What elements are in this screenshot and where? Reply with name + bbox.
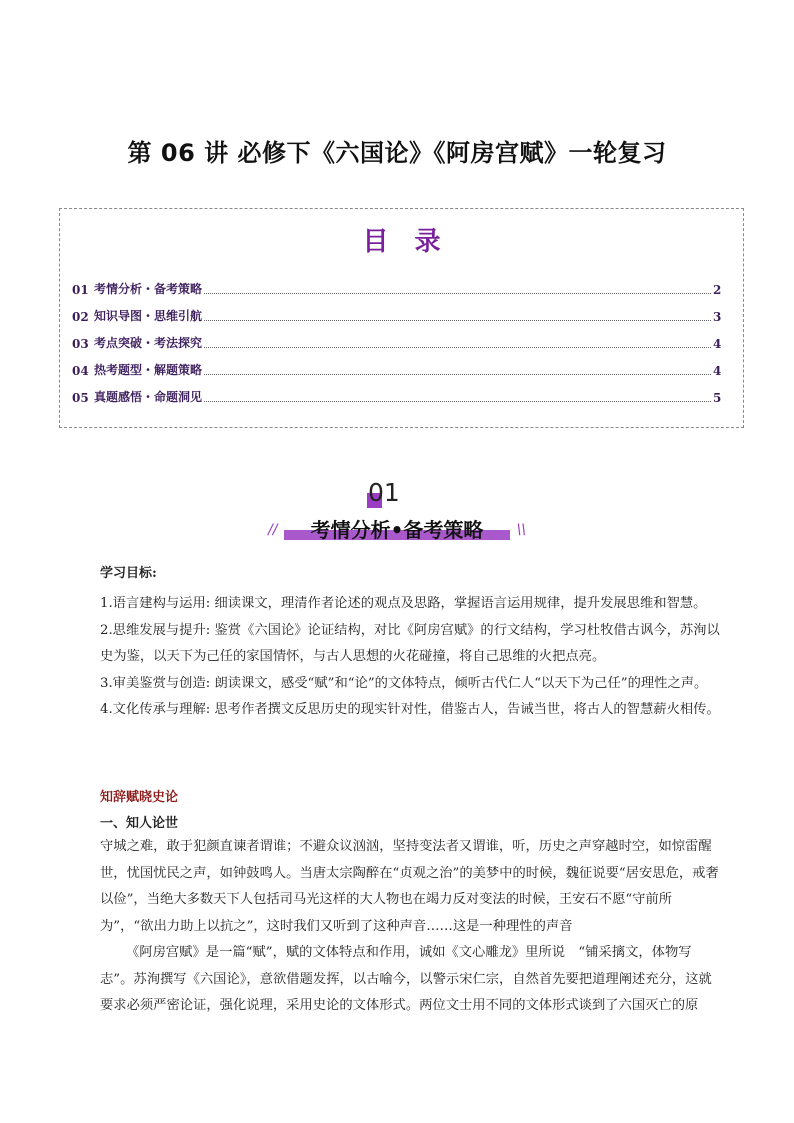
toc-leader-dots [204,400,711,402]
goal-item: 2.思维发展与提升: 鉴赏《六国论》论证结构，对比《阿房宫赋》的行文结构，学习杜牧借古讽今，苏洵以史为鉴，以天下为己任的家国情怀，与古人思想的火花碰撞，将自己思维的火把点亮。 [100,622,720,664]
paragraph: 守城之难，敢于犯颜直谏者谓谁；不避众议汹汹，坚持变法者又谓谁，听，历史之声穿越时空，如惊雷醒世，忧国忧民之声，如钟鼓鸣人。当唐太宗陶醉在“贞观之治”的美梦中的时候，魏征说要“居安思危，戒奢以俭”，当绝大多数天下人包括司马光这样的大人物也在竭力反对变法的时候，王安石不愿“守前所为”，“欲出力助上以抗之”，这时我们又听到了这种声音……这是一种理性的声音 [100,839,719,934]
toc-item[interactable] [72,358,721,378]
toc-item[interactable] [72,331,721,351]
page-title: 第 06 讲 必修下《六国论》《阿房宫赋》一轮复习 [127,139,667,167]
toc-item-num: 04 [72,364,89,378]
banner-slash-left: // [268,522,278,538]
toc-item-num: 03 [72,337,89,351]
toc-item-num: 01 [72,283,89,297]
subsection-heading: 一、知人论世 [100,816,179,831]
toc-leader-dots [204,373,711,375]
goal-item: 4.文化传承与理解: 思考作者撰文反思历史的现实针对性，借鉴古人，告诫当世，将古人的智慧薪火相传。 [100,702,720,717]
goal-item: 1.语言建构与运用: 细读课文，理清作者论述的观点及思路，掌握语言运用规律，提升发展思维和智慧。 [100,596,707,611]
toc-item-page: 5 [713,391,722,405]
toc-leader-dots [204,346,711,348]
section-banner [268,512,526,546]
sub-heading: 知辞赋晓史论 [100,790,179,805]
toc-heading: 目录 [362,227,467,257]
toc-leader-dots [204,319,711,321]
toc-item-num: 05 [72,391,89,405]
toc-item-label: 知识导图・思维引航 [94,309,203,323]
toc-leader-dots [204,292,711,294]
toc-item-num: 02 [72,310,89,324]
toc-item-label: 考点突破・考法探究 [94,336,203,350]
toc-item-page: 3 [713,310,722,324]
toc-item-label: 考情分析・备考策略 [94,282,203,296]
toc-item[interactable] [72,385,721,405]
toc-item[interactable] [72,304,721,324]
toc-item-label: 热考题型・解题策略 [94,363,203,377]
banner-slash-right: \\ [516,522,526,538]
goals-list [100,591,724,724]
goals-heading: 学习目标: [100,566,157,581]
toc-item-page: 2 [713,283,722,297]
section-number: 01 [368,478,400,507]
toc-item-label: 真题感悟・命题洞见 [94,390,203,404]
goal-item: 3.审美鉴赏与创造: 朗读课文，感受“赋”和“论”的文体特点，倾听古代仁人“以天下为己任”的理性之声。 [100,675,708,691]
toc-item-page: 4 [713,364,722,378]
toc-item[interactable] [72,277,721,297]
paragraph: 《阿房宫赋》是一篇“赋”，赋的文体特点和作用，诚如《文心雕龙》里所说 “铺采摛文，体物写志”。苏洵撰写《六国论》，意欲借题发挥，以古喻今，以警示宋仁宗，自然首先要把道理阐述充分，这就要求必须严密论证，强化说理，采用史论的文体形式。两位文士用不同的文体形式谈到了六国灭亡的原 [100,945,712,1013]
toc-item-page: 4 [713,337,722,351]
table-of-contents [59,208,744,428]
body-paragraphs [100,834,724,1020]
section-banner-title: 考情分析•备考策略 [310,518,484,542]
